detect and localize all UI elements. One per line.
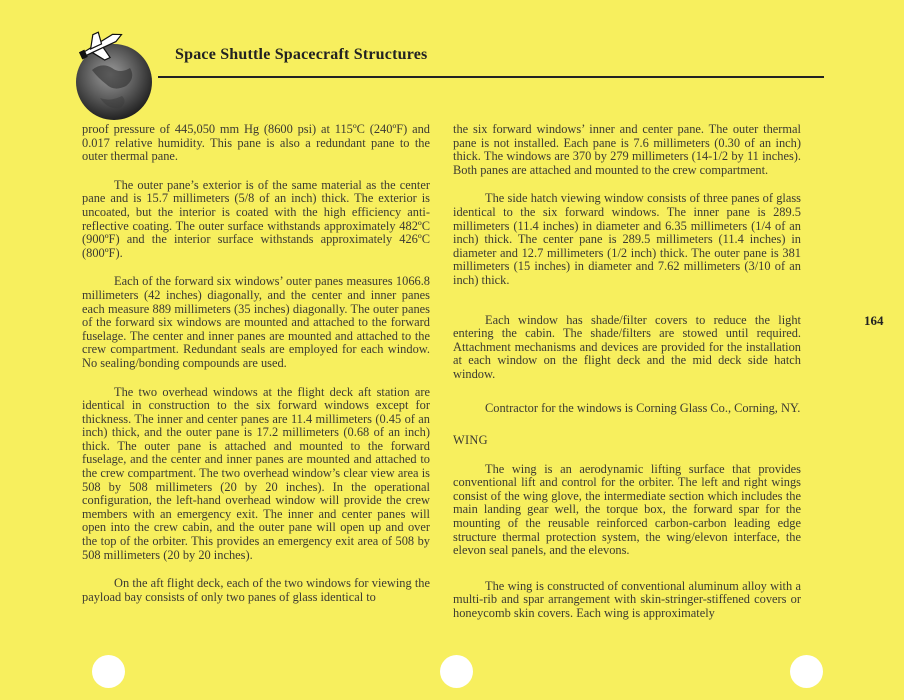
paragraph: The outer pane’s exterior is of the same material as the center pane and is 15.7 millimeters (5/8 of an inch) thick. The exterior is uncoated, but the interior is coated with the high efficiency anti-reflective coating. The outer surface withstands approximately 482ºC (900ºF) and the interior surface withstands approximately 426ºC (800ºF).	[82, 177, 430, 260]
binder-hole	[92, 655, 125, 688]
paragraph: The wing is constructed of conventional aluminum alloy with a multi-rib and spar arrangement with skin-stringer-stiffened covers or honeycomb skin covers. Each wing is approximately	[453, 578, 801, 621]
page-title: Space Shuttle Spacecraft Structures	[175, 46, 428, 63]
shuttle-globe-icon	[70, 20, 158, 122]
paragraph: The two overhead windows at the flight deck aft station are identical in construction to the six forward windows except for thickness. The inner and center panes are 11.4 millimeters (0.45 of an inch) thick, and the outer pane is 17.2 millimeters (0.68 of an inch) thick. The outer pane is attached and mounted to the forward fuselage, and the center and inner panes are mounted and attached to the crew compartment. The two overhead window’s clear view area is 508 by 508 millimeters (20 by 20 inches). In the operational configuration, the left-hand overhead window will provide the crew members with an emergency exit. The inner and center panes will open into the crew cabin, and the outer pane will open up and over the top of the orbiter. This provides an emergency exit area of 508 by 508 millimeters (20 by 20 inches).	[82, 384, 430, 562]
paragraph: proof pressure of 445,050 mm Hg (8600 psi) at 115ºC (240ºF) and 0.017 relative humidity. This pane is also a redundant pane to the outer thermal pane.	[82, 122, 430, 164]
left-column	[82, 123, 430, 619]
header-rule	[158, 76, 824, 78]
binder-hole	[790, 655, 823, 688]
paragraph: Each of the forward six windows’ outer panes measures 1066.8 millimeters (42 inches) diagonally, and the center and inner panes each measure 889 millimeters (35 inches) diagonally. The outer panes of the forward six windows are mounted and attached to the forward fuselage. The center and inner panes are mounted and attached to the crew compartment. Redundant seals are employed for each window. No sealing/bonding compounds are used.	[82, 274, 430, 370]
paragraph: Each window has shade/filter covers to reduce the light entering the cabin. The shade/filters are stowed until required. Attachment mechanisms and devices are provided for the installation at each window on the flight deck and the mid deck side hatch window.	[453, 312, 801, 381]
paragraph: the six forward windows’ inner and center pane. The outer thermal pane is not installed. Each pane is 7.6 millimeters (0.30 of an inch) thick. The windows are 370 by 279 millimeters (14-1/2 by 11 inches). Both panes are attached and mounted to the crew compartment.	[453, 122, 801, 177]
paragraph: The wing is an aerodynamic lifting surface that provides conventional lift and control for the orbiter. The left and right wings consist of the wing glove, the intermediate section which includes the main landing gear well, the torque box, the forward spar for the mounting of the reusable reinforced carbon-carbon leading edge structure thermal protection system, the wing/elevon interface, the elevon seal panels, and the elevons.	[453, 461, 801, 558]
paragraph: On the aft flight deck, each of the two windows for viewing the payload bay consists of only two panes of glass identical to	[82, 576, 430, 604]
binder-hole	[440, 655, 473, 688]
section-heading: WING	[453, 433, 488, 448]
paragraph: The side hatch viewing window consists of three panes of glass identical to the six forward windows. The inner pane is 289.5 millimeters (11.4 inches) in diameter and 6.35 millimeters (1/4 of an inch) thick. The center pane is 289.5 millimeters (11.4 inches) in diameter and 12.7 millimeters (1/2 inch) thick. The outer pane is 381 millimeters (15 inches) in diameter and 7.62 millimeters (3/10 of an inch) thick.	[453, 191, 801, 287]
page-number: 164	[864, 313, 884, 328]
paragraph: Contractor for the windows is Corning Glass Co., Corning, NY.	[485, 400, 801, 415]
right-column	[453, 123, 801, 636]
